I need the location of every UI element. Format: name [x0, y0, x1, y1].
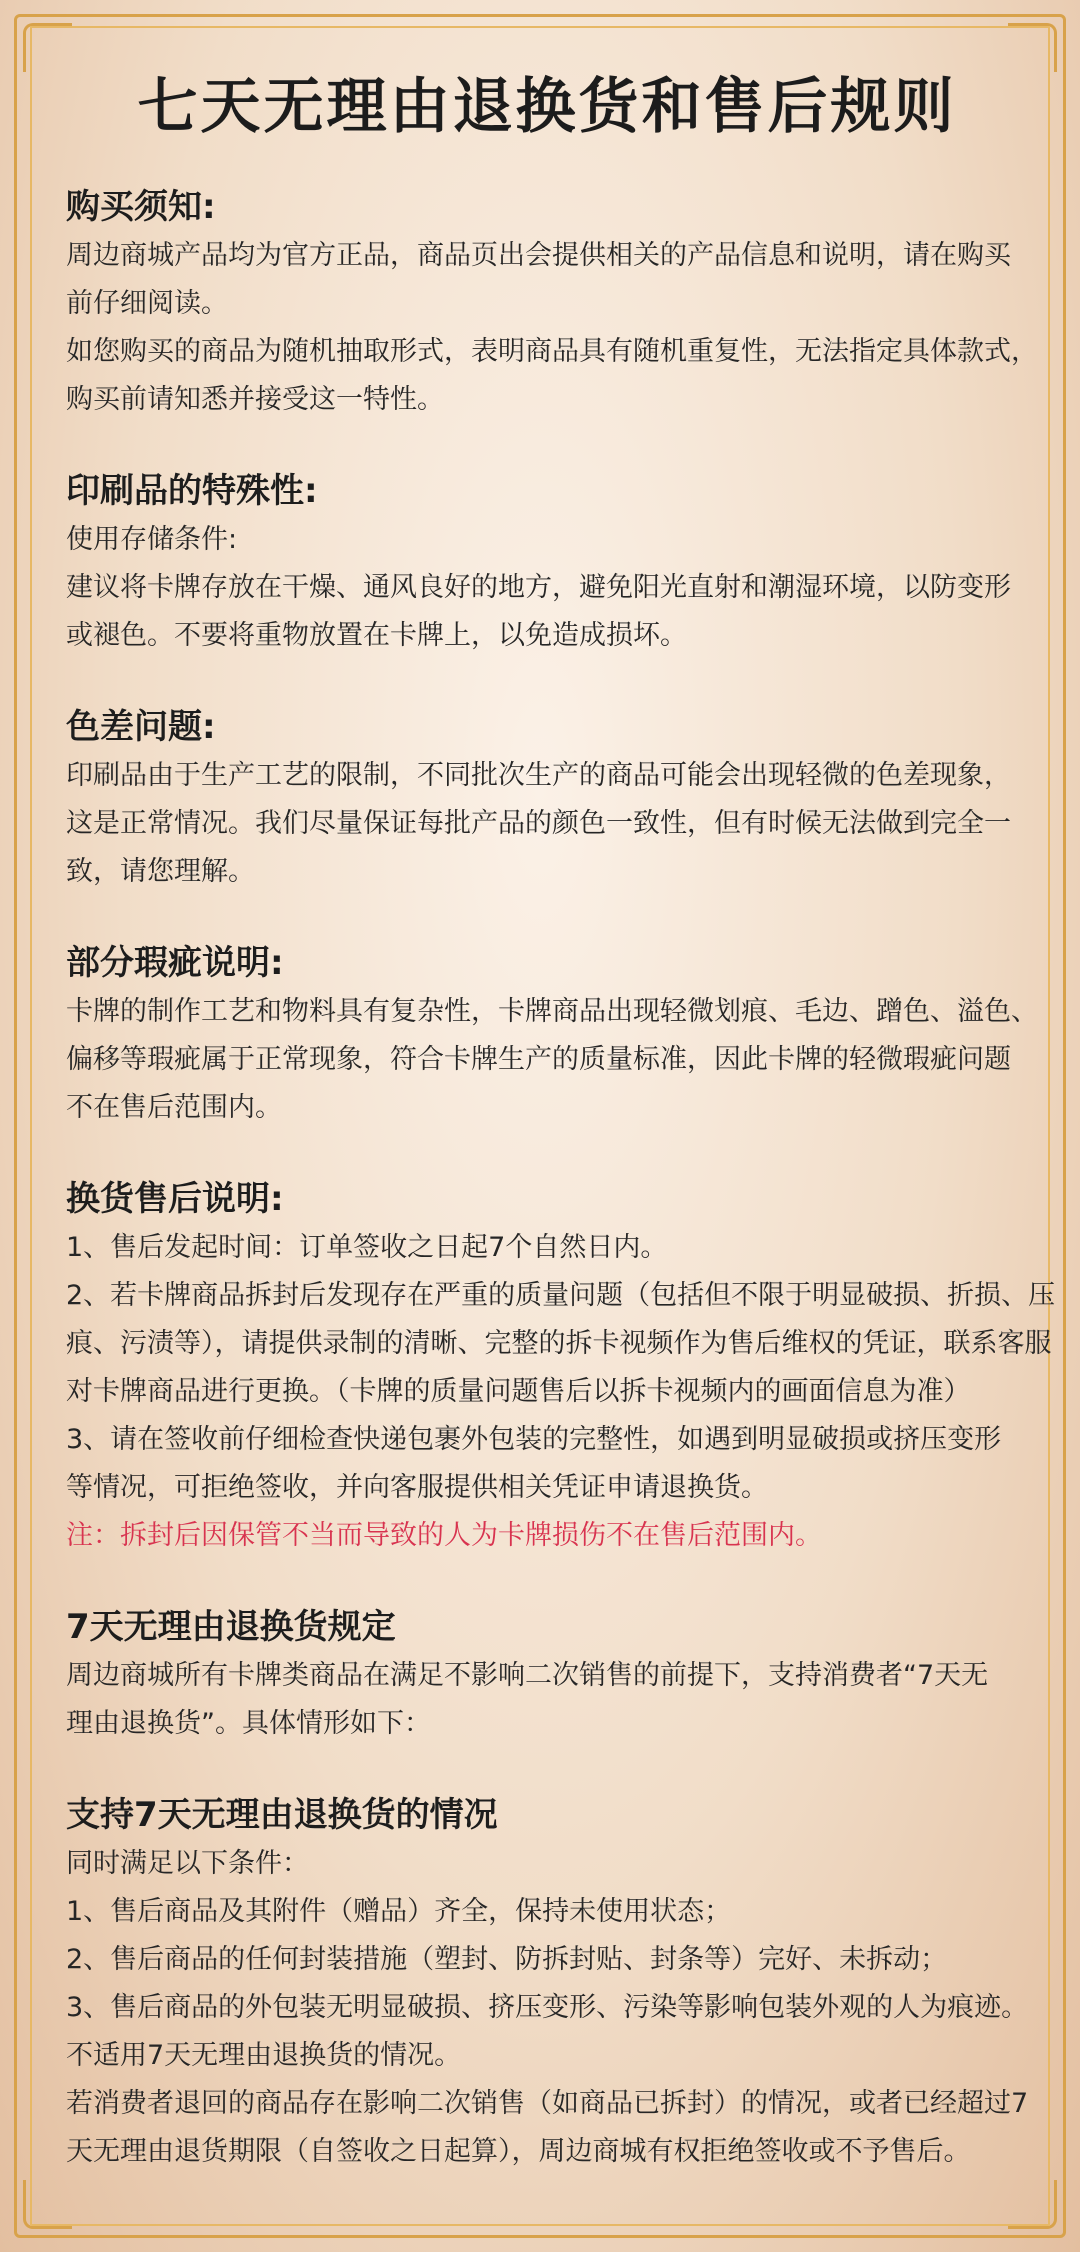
paragraph-line: 前仔细阅读。 [66, 288, 228, 319]
paragraph-line: 如您购买的商品为随机抽取形式，表明商品具有随机重复性，无法指定具体款式， [66, 336, 1038, 367]
paragraph-line: 偏移等瑕疵属于正常现象，符合卡牌生产的质量标准，因此卡牌的轻微瑕疵问题 [66, 1044, 1011, 1075]
paragraph-line: 印刷品由于生产工艺的限制，不同批次生产的商品可能会出现轻微的色差现象， [66, 760, 1011, 791]
paragraph-line: 若消费者退回的商品存在影响二次销售（如商品已拆封）的情况，或者已经超过7 [66, 2088, 1029, 2119]
section-title: 购买须知: [66, 187, 216, 227]
paragraph-line: 卡牌的制作工艺和物料具有复杂性，卡牌商品出现轻微划痕、毛边、蹭色、溢色、 [66, 996, 1038, 1027]
section-seven-day-conditions [66, 1790, 1028, 2176]
paragraph-line: 周边商城产品均为官方正品，商品页出会提供相关的产品信息和说明，请在购买 [66, 240, 1011, 271]
section-title: 印刷品的特殊性: [66, 471, 318, 511]
warning-note: 注：拆封后因保管不当而导致的人为卡牌损伤不在售后范围内。 [66, 1520, 822, 1551]
paragraph-line: 3、售后商品的外包装无明显破损、挤压变形、污染等影响包装外观的人为痕迹。 [66, 1992, 1029, 2023]
paragraph-line: 2、售后商品的任何封装措施（塑封、防拆封贴、封条等）完好、未拆动； [66, 1944, 948, 1975]
rules-content [66, 62, 1056, 2218]
paragraph-line: 或褪色。不要将重物放置在卡牌上，以免造成损坏。 [66, 620, 687, 651]
paragraph-line: 周边商城所有卡牌类商品在满足不影响二次销售的前提下，支持消费者“7天无 [66, 1660, 989, 1691]
paragraph-line: 1、售后商品及其附件（赠品）齐全，保持未使用状态； [66, 1896, 732, 1927]
section-purchase-notice [66, 182, 1038, 424]
paragraph-line: 3、请在签收前仔细检查快递包裹外包装的完整性，如遇到明显破损或挤压变形 [66, 1424, 1002, 1455]
paragraph-line: 1、售后发起时间：订单签收之日起7个自然日内。 [66, 1232, 668, 1263]
section-title: 部分瑕疵说明: [66, 943, 284, 983]
section-defects [66, 938, 1038, 1132]
section-print-specialty [66, 466, 1028, 660]
paragraph-line: 不适用7天无理由退换货的情况。 [66, 2040, 462, 2071]
paragraph-line: 同时满足以下条件： [66, 1848, 309, 1879]
paragraph-line: 不在售后范围内。 [66, 1092, 282, 1123]
paragraph-line: 2、若卡牌商品拆封后发现存在严重的质量问题（包括但不限于明显破损、折损、压 [66, 1280, 1056, 1311]
paragraph-line: 痕、污渍等），请提供录制的清晰、完整的拆卡视频作为售后维权的凭证，联系客服 [66, 1328, 1052, 1359]
section-title: 支持7天无理由退换货的情况 [66, 1795, 498, 1835]
paragraph-line: 使用存储条件: [66, 524, 238, 555]
section-color-difference [66, 702, 1028, 896]
paragraph-line: 对卡牌商品进行更换。（卡牌的质量问题售后以拆卡视频内的画面信息为准） [66, 1376, 971, 1407]
section-title: 7天无理由退换货规定 [66, 1607, 396, 1647]
page-title: 七天无理由退换货和售后规则 [137, 72, 957, 142]
paragraph-line: 致，请您理解。 [66, 856, 255, 887]
paragraph-line: 等情况，可拒绝签收，并向客服提供相关凭证申请退换货。 [66, 1472, 768, 1503]
section-exchange-service [66, 1174, 1056, 1560]
paragraph-line: 理由退换货”。具体情形如下： [66, 1708, 431, 1739]
section-seven-day-rule [66, 1602, 1028, 1748]
paragraph-line: 购买前请知悉并接受这一特性。 [66, 384, 444, 415]
paragraph-line: 这是正常情况。我们尽量保证每批产品的颜色一致性，但有时候无法做到完全一 [66, 808, 1011, 839]
paragraph-line: 天无理由退货期限（自签收之日起算），周边商城有权拒绝签收或不予售后。 [66, 2136, 971, 2167]
section-title: 色差问题: [66, 707, 216, 747]
section-title: 换货售后说明: [66, 1179, 284, 1219]
paragraph-line: 建议将卡牌存放在干燥、通风良好的地方，避免阳光直射和潮湿环境，以防变形 [66, 572, 1011, 603]
